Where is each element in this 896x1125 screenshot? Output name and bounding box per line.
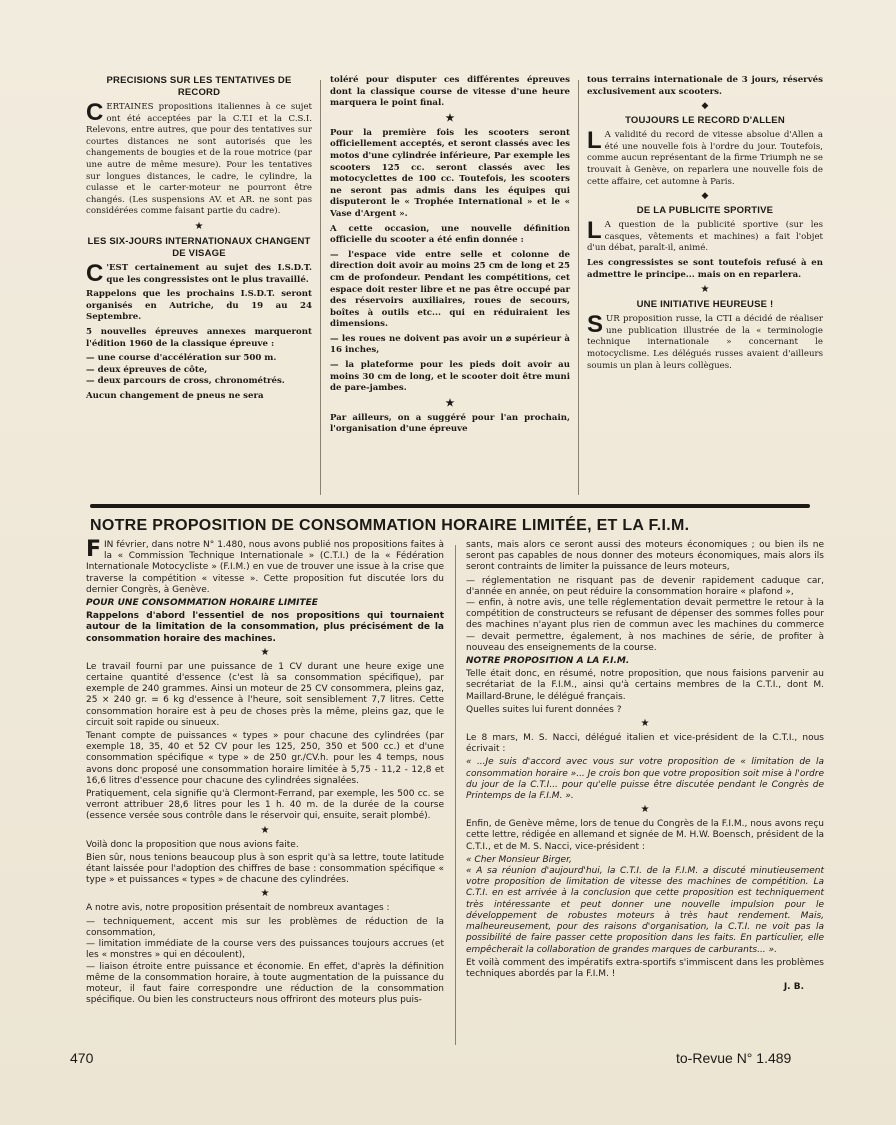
paragraph: Le 8 mars, M. S. Nacci, délégué italien et vice-président de la C.T.I., nous écrivait : [466, 733, 824, 755]
paragraph: Et voilà comment des impératifs extra-sportifs s'immiscent dans les problèmes techniques abordés par la F.I.M. ! [466, 957, 824, 979]
star-separator: ★ [445, 397, 455, 409]
top-column-3 [587, 75, 823, 375]
paragraph: Aucun changement de pneus ne sera [86, 390, 264, 401]
star-separator: ★ [194, 220, 204, 232]
drop-cap: C [86, 259, 104, 287]
paragraph: Telle était donc, en résumé, notre proposition, que nous faisions parvenir au secrétariat de la F.I.M., ainsi qu'à certains membres de la C.T.I., dont M. Maillard-Brune, le délégué français. [466, 669, 824, 702]
paragraph: Les congressistes se sont toutefois refusé à en admettre le principe... mais on en reparlera. [587, 257, 823, 280]
list-item: — réglementation ne risquant pas de devenir rapidement caduque car, d'année en année, on peut réduire la consommation horaire « plafond », [466, 575, 824, 597]
paragraph: 5 nouvelles épreuves annexes marqueront l'édition 1960 de la classique épreuve : [86, 326, 312, 349]
paragraph: Pour la première fois les scooters seront officiellement acceptés, et seront classés avec les motos d'une cylindrée inférieure, Par exemple les scooters 125 cc. seront classés avec les motocyclettes de 100 cc. Toutefois, les scooters ne seront pas admis dans les équipes qui disputeront le « Trophée International » et le « Vase d'Argent ». [330, 127, 570, 219]
paragraph: A validité du record de vitesse absolue d'Allen a été une nouvelle fois à l'ordre du jour. Toutefois, comme aucun représentant de la firme Triumph ne se trouvait à Genève, on reparlera une nouvelle fois de cette affaire, cet automne à Paris. [587, 130, 823, 187]
top-column-2 [330, 75, 570, 439]
paragraph: Le travail fourni par une puissance de 1 CV durant une heure exige une certaine quantité d'essence (c'est là sa consommation spécifique), par exemple de 240 grammes. Ainsi un moteur de 25 CV consommera, pleins gaz, 25 × 240 gr. = 6 kg d'essence à l'heure, soit sensiblement 7,7 litres. Cette consommation horaire est à peu de choses près la même, pleins gaz, que le circuit soit rapide ou sinueux. [86, 661, 444, 728]
star-separator: ★ [640, 804, 650, 816]
heading-records: PRECISIONS SUR LES TENTATIVES DE RECORD [106, 75, 292, 98]
quote: « A sa réunion d'aujourd'hui, la C.T.I. de la F.I.M. a discuté minutieusement votre proposition de limitation de vitesse des machines de compétition. La C.T.I. en est arrivée à la conclusion que cette proposition est techniquement très intéressante et peut donner une nouvelle impulsion pour le développement de robustes moteurs à très haut rendement. Mais, malheureusement, pour des raisons d'organisation, la C.T.I. ne voit pas la possibilité de faire passer cette proposition dans les faits. En particulier, elle empêcherait la collaboration de grandes marques de carburants... ». [466, 866, 824, 955]
signature: J. B. [783, 982, 804, 993]
paragraph: UR proposition russe, la CTI a décidé de réaliser une publication illustrée de la « terminologie technique internationale » concernant le motocyclisme. Les délégués russes avaient d'ailleurs soumis un plan à leurs collègues. [587, 314, 823, 371]
paragraph: Enfin, de Genève même, lors de tenue du Congrès de la F.I.M., nous avons reçu cette lettre, rédigée en allemand et signée de M. H.W. Boensch, président de la C.T.I., et de M. S. Nacci, vice-président : [466, 819, 824, 852]
list-item: — techniquement, accent mis sur les problèmes de réduction de la consommation, [86, 916, 444, 938]
paragraph: Tenant compte de puissances « types » pour chacune des cylindrées (par exemple 18, 35, 40 et 52 CV pour les 125, 250, 350 et 500 cc.) et d'une consommation spécifique « type » de 250 gr./CV.h. pour les 4 temps, nous avons donc proposé une consommation horaire limitée à 5,75 - 11,2 - 12,8 et 16,6 litres d'essence pour chacune des cylindrées signalées. [86, 731, 444, 786]
star-separator: ★ [260, 824, 270, 836]
list-item: — les roues ne doivent pas avoir un ⌀ supérieur à 16 inches, [330, 333, 570, 356]
star-separator: ★ [260, 888, 270, 900]
paragraph: tous terrains internationale de 3 jours, réservés exclusivement aux scooters. [587, 75, 823, 97]
list-item: — l'espace vide entre selle et colonne de direction doit avoir au moins 25 cm de long et 25 cm de profondeur. Pendant les compétitions, cet espace doit rester libre et ne pas être occupé par des réservoirs auxiliaires, roues de secours, boîtes à outils etc... qui en réduiraient les dimensions. [330, 249, 570, 330]
drop-cap: L [587, 217, 602, 245]
quote: « Cher Monsieur Birger, [466, 854, 572, 865]
heading-six-jours: LES SIX-JOURS INTERNATIONAUX CHANGENT DE VISAGE [87, 235, 311, 259]
list-item: — une course d'accélération sur 500 m. [86, 353, 277, 364]
drop-cap: F [86, 537, 102, 562]
heading-initiative: UNE INITIATIVE HEUREUSE ! [636, 299, 774, 311]
subheading: NOTRE PROPOSITION A LA F.I.M. [466, 656, 630, 667]
paragraph: Par ailleurs, on a suggéré pour l'an prochain, l'organisation d'une épreuve [330, 412, 570, 435]
paragraph: ERTAINES propositions italiennes à ce sujet ont été acceptées par la C.T.I et la C.S.I. Relevons, entre autres, que pour des tentatives sur courtes distances ne sont autorisés que les changements de bougies et de la roue motrice (par une autre de même mesure). Pour les tentatives sur longues distances, le cadre, le cylindre, la culasse et le carter-moteur ne pourront être changés. (Les suspensions AV. et AR. ne sont pas considérées comme faisant partie du cadre). [86, 102, 312, 217]
article-column-right [466, 540, 824, 995]
paragraph: toléré pour disputer ces différentes épreuves dont la classique course de vitesse d'une heure marquera le point final. [330, 75, 570, 109]
paragraph: Rappelons d'abord l'essentiel de nos propositions qui tournaient autour de la limitation de la consommation, plus précisément de la consommation horaire des machines. [86, 611, 444, 644]
paragraph: A notre avis, notre proposition présentait de nombreux avantages : [86, 903, 390, 914]
list-item: — liaison étroite entre puissance et économie. En effet, d'après la définition même de la consommation horaire, à toute augmentation de la puissance du moteur, il faut faire correspondre une réduction de la consommation spécifique. Ou bien les constructeurs nous offriront des moteurs plus puis- [86, 961, 444, 1006]
paragraph: Quelles suites lui furent données ? [466, 704, 622, 715]
column-divider [320, 80, 321, 495]
star-separator: ★ [445, 112, 455, 124]
star-separator: ★ [700, 284, 710, 296]
list-item: — deux épreuves de côte, [86, 364, 208, 375]
paragraph: Bien sûr, nous tenions beaucoup plus à son esprit qu'à sa lettre, toute latitude étant laissée pour l'adoption des chiffres de base : consommation spécifique « type » et puissances « types » de chacune des cylindrées. [86, 852, 444, 886]
page-number: 470 [70, 1050, 94, 1066]
paragraph: A cette occasion, une nouvelle définition officielle du scooter a été enfin donnée : [330, 223, 570, 246]
paragraph: IN février, dans notre N° 1.480, nous avons publié nos propositions faites à la « Commission Technique Internationale » (C.T.I.) de la « Fédération Internationale Motocycliste » (F.I.M.) en vue de trouver une issue à la crise que traverse la compétition « vitesse ». Cette proposition fut discutée lors du dernier Congrès, à Genève. [86, 540, 444, 595]
diamond-separator: ◆ [701, 191, 709, 202]
column-divider [578, 80, 579, 495]
quote: « ...Je suis d'accord avec vous sur votre proposition de « limitation de la consommation horaire »... Je crois bon que votre proposition soit mise à l'ordre du jour de la C.T.I... pour qu'elle puisse être discutée pendant le Congrès de Printemps de la F.I.M. ». [466, 757, 824, 802]
article-title: NOTRE PROPOSITION DE CONSOMMATION HORAIRE LIMITÉE, ET LA F.I.M. [90, 517, 690, 534]
section-rule [90, 504, 810, 508]
list-item: — la plateforme pour les pieds doit avoir au moins 30 cm de long, et le scooter doit être muni de pare-jambes. [330, 360, 570, 394]
article-column-left [86, 537, 444, 1008]
paragraph: Rappelons que les prochains I.S.D.T. seront organisés en Autriche, du 19 au 24 Septembre. [86, 289, 312, 323]
list-item: — limitation immédiate de la course vers des puissances toujours accrues (et les « monstres » qui en découlent), [86, 939, 444, 961]
drop-cap: L [587, 127, 602, 155]
drop-cap: S [587, 311, 604, 339]
heading-record-allen: TOUJOURS LE RECORD D'ALLEN [625, 115, 785, 127]
heading-publicite: DE LA PUBLICITE SPORTIVE [636, 205, 774, 217]
paragraph: Pratiquement, cela signifie qu'à Clermont-Ferrand, par exemple, les 500 cc. se verront attribuer 28,6 litres pour les 1 h. 40 m. de la durée de la course (essence versée sous contrôle dans le réservoir qui, ensuite, serait plombé). [86, 789, 444, 822]
paragraph: A question de la publicité sportive (sur les casques, vêtements et machines) a fait l'objet d'un débat, paraît-il, animé. [587, 220, 823, 254]
column-divider [455, 545, 456, 1045]
diamond-separator: ◆ [701, 101, 709, 112]
list-item: — deux parcours de cross, chronométrés. [86, 376, 285, 387]
subheading: POUR UNE CONSOMMATION HORAIRE LIMITEE [86, 598, 318, 609]
paragraph: Voilà donc la proposition que nous avions faite. [86, 839, 299, 850]
paragraph: 'EST certainement au sujet des I.S.D.T. que les congressistes ont le plus travaillé. [106, 262, 312, 285]
drop-cap: C [86, 99, 104, 126]
top-column-1 [86, 75, 312, 405]
paragraph: sants, mais alors ce seront aussi des moteurs économiques ; ou bien ils ne seront pas capables de nous donner des moteurs économiques, mais alors ils seront contraints de limiter la puissance de leurs moteurs, [466, 540, 824, 573]
list-item: — enfin, à notre avis, une telle réglementation devait permettre le retour à la compétition de constructeurs se refusant de dépenser des sommes folles pour des machines n'ayant plus rien de commun avec les machines du commerce — devait permettre, également, à nos machines de série, de profiter à nouveau des enseignements de la course. [466, 598, 824, 653]
magazine-issue: to-Revue N° 1.489 [676, 1050, 792, 1066]
star-separator: ★ [640, 718, 650, 730]
star-separator: ★ [260, 646, 270, 658]
